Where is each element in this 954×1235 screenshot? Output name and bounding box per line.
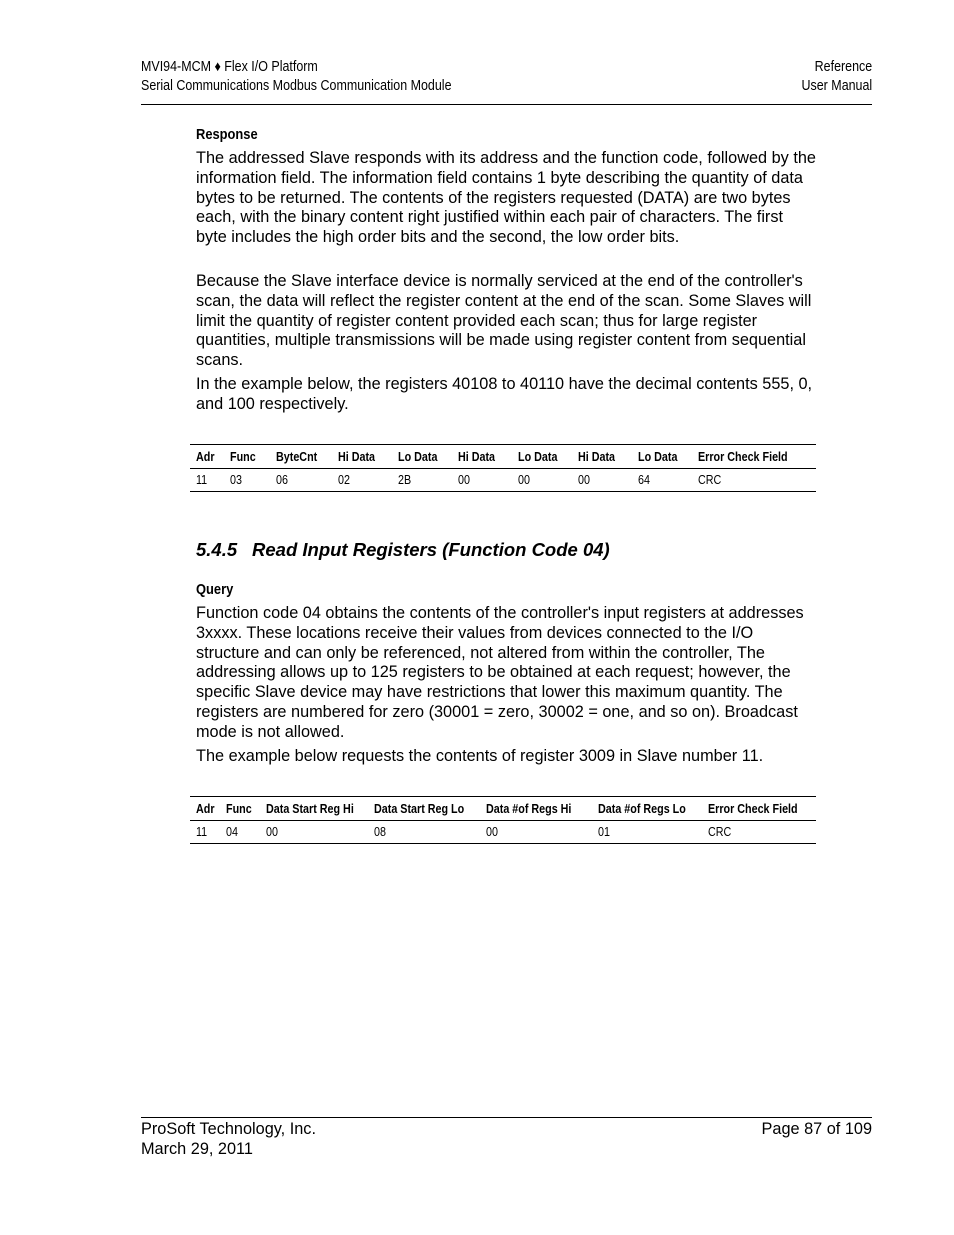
- query-paragraph-1: Function code 04 obtains the contents of the controller's input registers at addresses 3xxxx. These locations receive their values from devices connected to the I/O structure and can only be referenced, not altered from within the controller, The addressing allows up to 125 registers to be obtained at each request; however, the specific Slave device may have restrictions that lower this maximum quantity. The registers are numbered for zero (30001 = zero, 30002 = one, and so on). Broadcast mode is not allowed.: [196, 604, 804, 741]
- table-cell: 00: [260, 821, 368, 844]
- footer-company: ProSoft Technology, Inc.: [141, 1120, 316, 1138]
- table-cell: 11: [190, 469, 224, 492]
- table-row: [190, 821, 816, 844]
- page-header: [141, 56, 872, 105]
- page-footer: [141, 1117, 872, 1158]
- section-heading: [196, 539, 610, 561]
- column-header: Error Check Field: [692, 445, 816, 469]
- column-header: Data Start Reg Hi: [260, 797, 368, 821]
- footer-date: March 29, 2011: [141, 1139, 253, 1158]
- table-cell: 00: [512, 469, 572, 492]
- table-cell: 00: [480, 821, 592, 844]
- table-cell: 00: [572, 469, 632, 492]
- column-header: Lo Data: [512, 445, 572, 469]
- response-heading: Response: [196, 126, 258, 143]
- header-doc-type: User Manual: [801, 78, 872, 94]
- column-header: Data #of Regs Lo: [592, 797, 702, 821]
- response-paragraph-3: In the example below, the registers 40108 to 40110 have the decimal contents 555, 0, and 100 respectively.: [196, 375, 813, 413]
- column-header: ByteCnt: [270, 445, 332, 469]
- column-header: Error Check Field: [702, 797, 816, 821]
- query-heading: Query: [196, 581, 234, 598]
- header-section: Reference: [814, 59, 872, 75]
- column-header: Lo Data: [392, 445, 452, 469]
- table-cell: 00: [452, 469, 512, 492]
- footer-left: [141, 1120, 316, 1160]
- table-cell: 02: [332, 469, 392, 492]
- table-cell: 04: [220, 821, 260, 844]
- column-header: Hi Data: [452, 445, 512, 469]
- table-cell: 08: [368, 821, 480, 844]
- table-cell: CRC: [702, 821, 816, 844]
- table-header-row: [190, 797, 816, 821]
- response-paragraph-1: The addressed Slave responds with its address and the function code, followed by the information field. The information field contains 1 byte describing the quantity of data bytes to be returned. The contents of the registers requested (DATA) are two bytes each, with the binary content right justified within each pair of characters. The first byte includes the high order bits and the second, the low order bits.: [196, 149, 816, 247]
- column-header: Hi Data: [332, 445, 392, 469]
- column-header: Adr: [190, 445, 224, 469]
- query-example-table: [190, 796, 816, 844]
- header-product: MVI94-MCM ♦ Flex I/O Platform: [141, 59, 318, 75]
- table-cell: 03: [224, 469, 270, 492]
- column-header: Data Start Reg Lo: [368, 797, 480, 821]
- section-title: Read Input Registers (Function Code 04): [252, 539, 610, 560]
- table-cell: 06: [270, 469, 332, 492]
- column-header: Adr: [190, 797, 220, 821]
- table-cell: CRC: [692, 469, 816, 492]
- table-cell: 64: [632, 469, 692, 492]
- column-header: Lo Data: [632, 445, 692, 469]
- table-cell: 2B: [392, 469, 452, 492]
- response-example-table: [190, 444, 816, 492]
- table-header-row: [190, 445, 816, 469]
- header-left: [141, 58, 452, 96]
- column-header: Data #of Regs Hi: [480, 797, 592, 821]
- column-header: Hi Data: [572, 445, 632, 469]
- section-number: 5.4.5: [196, 539, 238, 560]
- table-cell: 11: [190, 821, 220, 844]
- table-row: [190, 469, 816, 492]
- header-module: Serial Communications Modbus Communication Module: [141, 78, 452, 94]
- footer-page-number: Page 87 of 109: [761, 1120, 872, 1138]
- table-cell: 01: [592, 821, 702, 844]
- column-header: Func: [220, 797, 260, 821]
- column-header: Func: [224, 445, 270, 469]
- response-paragraph-2: Because the Slave interface device is normally serviced at the end of the controller's scan, the data will reflect the register content at the end of the scan. Some Slaves will limit the quantity of register content provided each scan; thus for large register quantities, multiple transmissions will be made using register content from sequential scans.: [196, 272, 812, 370]
- header-right: [801, 58, 872, 96]
- query-paragraph-2: The example below requests the contents of register 3009 in Slave number 11.: [196, 747, 764, 765]
